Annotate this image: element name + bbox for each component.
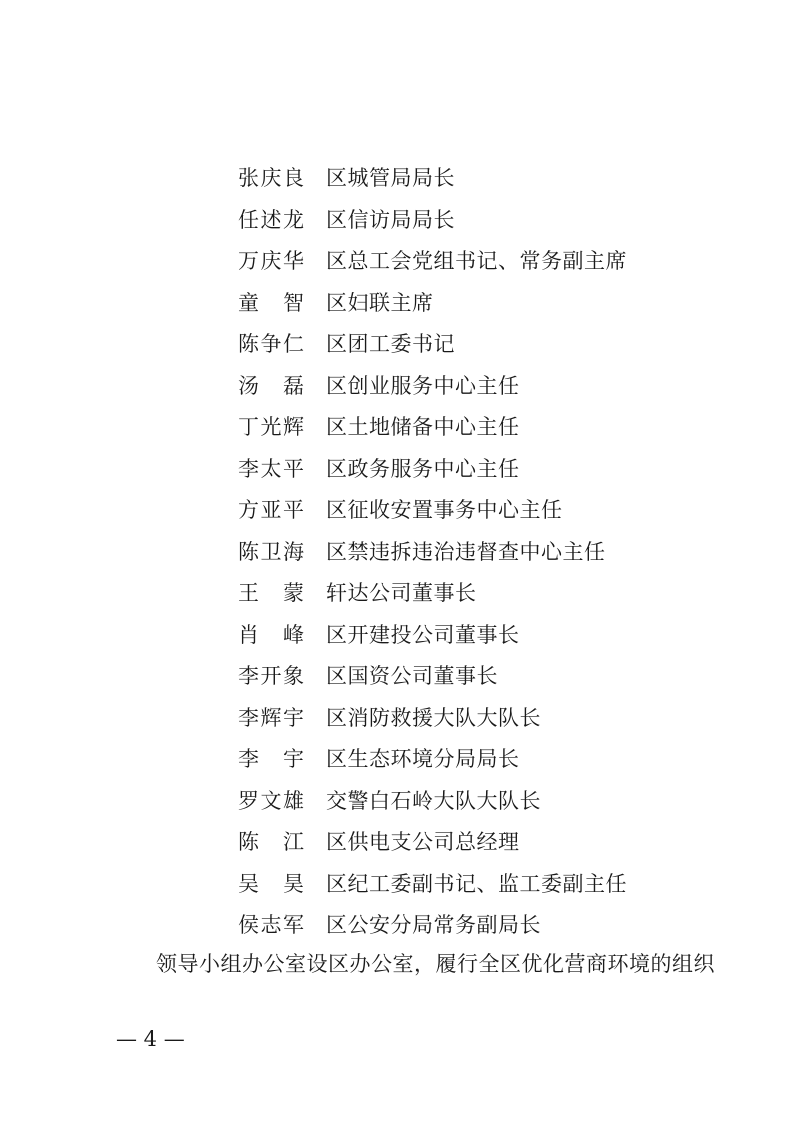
member-name: 罗文雄: [238, 788, 304, 813]
member-name: 王蒙: [238, 581, 304, 605]
member-name: 肖峰: [238, 622, 304, 647]
member-title: 区城管局局长: [326, 166, 455, 190]
member-title: 区妇联主席: [326, 290, 434, 315]
member-title: 区供电支公司总经理: [326, 830, 520, 854]
member-title: 轩达公司董事长: [326, 581, 477, 605]
member-row: [238, 739, 758, 781]
body-paragraph: 领导小组办公室设区办公室，履行全区优化营商环境的组织: [156, 952, 715, 976]
member-title: 区团工委书记: [326, 332, 455, 356]
member-name: 陈卫海: [238, 539, 304, 564]
member-name: 童智: [238, 290, 304, 315]
member-title: 区信访局局长: [326, 207, 455, 232]
member-row: [238, 822, 758, 864]
member-name: 李太平: [238, 456, 304, 481]
member-title: 区土地储备中心主任: [326, 415, 520, 439]
member-name: 万庆华: [238, 249, 304, 273]
member-row: [238, 698, 758, 740]
member-title: 区国资公司董事长: [326, 664, 498, 688]
member-row: [238, 781, 758, 823]
page-number: — 4 —: [116, 1027, 185, 1051]
member-row: [238, 324, 758, 366]
member-title: 区总工会党组书记、常务副主席: [326, 249, 627, 273]
member-name: 陈江: [238, 830, 304, 854]
member-name: 方亚平: [238, 498, 304, 522]
member-name: 汤磊: [238, 373, 304, 398]
member-row: [238, 407, 758, 449]
member-title: 区消防救援大队大队长: [326, 705, 541, 730]
member-title: 区征收安置事务中心主任: [326, 498, 563, 522]
member-title: 交警白石岭大队大队长: [326, 788, 541, 813]
member-row: [238, 366, 758, 408]
member-row: [238, 200, 758, 242]
member-name: 任述龙: [238, 207, 304, 232]
member-title: 区开建投公司董事长: [326, 622, 520, 647]
member-row: [238, 615, 758, 657]
member-title: 区创业服务中心主任: [326, 373, 520, 398]
member-name: 侯志军: [238, 913, 304, 937]
member-name: 张庆良: [238, 166, 304, 190]
member-name: 丁光辉: [238, 415, 304, 439]
member-row: [238, 158, 758, 200]
member-row: [238, 532, 758, 574]
member-row: [238, 864, 758, 906]
member-title: 区公安分局常务副局长: [326, 913, 541, 937]
member-title: 区纪工委副书记、监工委副主任: [326, 871, 627, 896]
member-row: [238, 241, 758, 283]
member-name: 李宇: [238, 747, 304, 771]
member-title: 区禁违拆违治违督查中心主任: [326, 539, 606, 564]
member-row: [238, 283, 758, 325]
member-list: [238, 158, 758, 947]
member-row: [238, 905, 758, 947]
member-title: 区政务服务中心主任: [326, 456, 520, 481]
member-name: 李辉宇: [238, 705, 304, 730]
member-row: [238, 573, 758, 615]
member-row: [238, 656, 758, 698]
member-row: [238, 449, 758, 491]
member-name: 李开象: [238, 664, 304, 688]
member-row: [238, 490, 758, 532]
member-name: 吴昊: [238, 871, 304, 896]
member-title: 区生态环境分局局长: [326, 747, 520, 771]
member-name: 陈争仁: [238, 332, 304, 356]
